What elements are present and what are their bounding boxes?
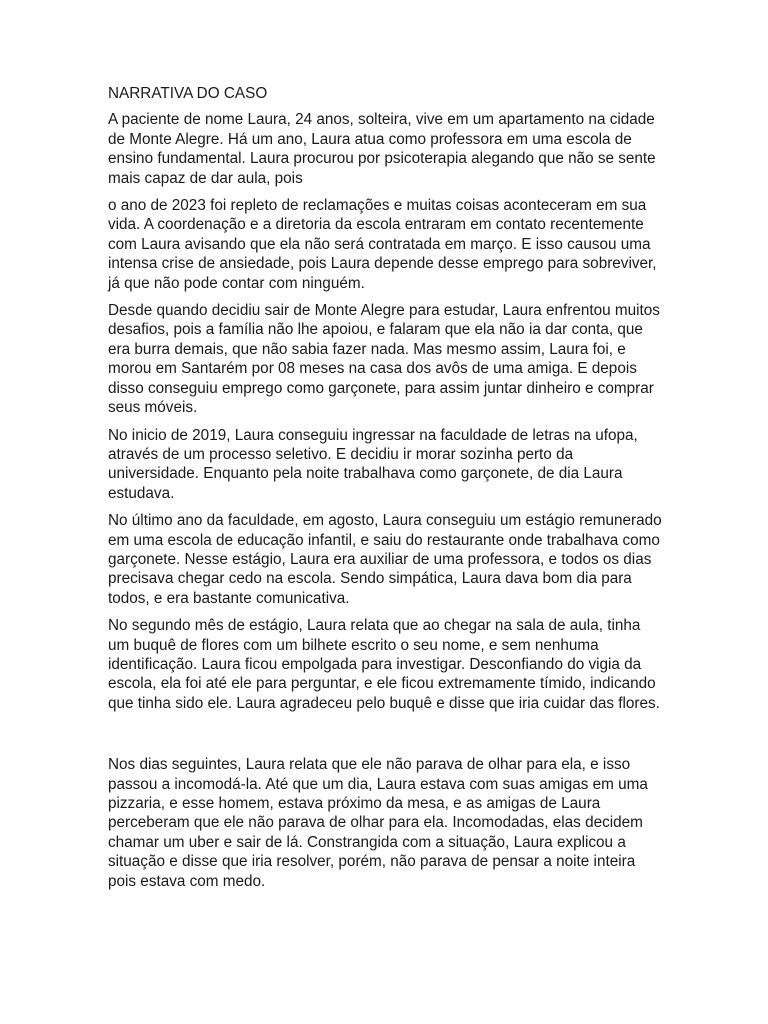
paragraph-4: No inicio de 2019, Laura conseguiu ingressar na faculdade de letras na ufopa, através de um processo seletivo. E decidiu ir morar sozinha perto da universidade. Enquanto pela noite trabalhava como garçonete, de dia Laura estudava.	[108, 426, 638, 502]
paragraph-gap	[108, 721, 664, 755]
paragraph-6: No segundo mês de estágio, Laura relata que ao chegar na sala de aula, tinha um buquê de flores com um bilhete escrito o seu nome, e sem nenhuma identificação. Laura ficou empolgada para investigar. Desconfiando do vigia da escola, ela foi até ele para perguntar, e ele ficou extremamente tímido, indicando que tinha sido ele. Laura agradeceu pelo buquê e disse que iria cuidar das flores.	[108, 617, 660, 712]
paragraph-3: Desde quando decidiu sair de Monte Alegre para estudar, Laura enfrentou muitos desafios, pois a família não lhe apoiou, e falaram que ela não ia dar conta, que era burra demais, que não sabia fazer nada. Mas mesmo assim, Laura foi, e morou em Santarém por 08 meses na casa dos avôs de uma amiga. E depois disso conseguiu emprego como garçonete, para assim juntar dinheiro e comprar seus móveis.	[108, 302, 660, 417]
document-title: NARRATIVA DO CASO	[108, 85, 268, 102]
paragraph-7: Nos dias seguintes, Laura relata que ele não parava de olhar para ela, e isso passou a incomodá-la. Até que um dia, Laura estava com suas amigas em uma pizzaria, e esse homem, estava próximo da mesa, e as amigas de Laura perceberam que ele não parava de olhar para ela. Incomodadas, elas decidem chamar um uber e sair de lá. Constrangida com a situação, Laura explicou a situação e disse que iria resolver, porém, não parava de pensar a noite inteira pois estava com medo.	[108, 756, 648, 890]
paragraph-5: No último ano da faculdade, em agosto, Laura conseguiu um estágio remunerado em uma escola de educação infantil, e saiu do restaurante onde trabalhava como garçonete. Nesse estágio, Laura era auxiliar de uma professora, e todos os dias precisava chegar cedo na escola. Sendo simpática, Laura dava bom dia para todos, e era bastante comunicativa.	[108, 512, 662, 607]
document-page	[108, 84, 664, 899]
paragraph-1: A paciente de nome Laura, 24 anos, solteira, vive em um apartamento na cidade de Monte Alegre. Há um ano, Laura atua como professora em uma escola de ensino fundamental. Laura procurou por psicoterapia alegando que não se sente mais capaz de dar aula, pois	[108, 111, 656, 187]
paragraph-2: o ano de 2023 foi repleto de reclamações e muitas coisas aconteceram em sua vida. A coordenação e a diretoria da escola entraram em contato recentemente com Laura avisando que ela não será contratada em março. E isso causou uma intensa crise de ansiedade, pois Laura depende desse emprego para sobreviver, já que não pode contar com ninguém.	[108, 197, 657, 292]
